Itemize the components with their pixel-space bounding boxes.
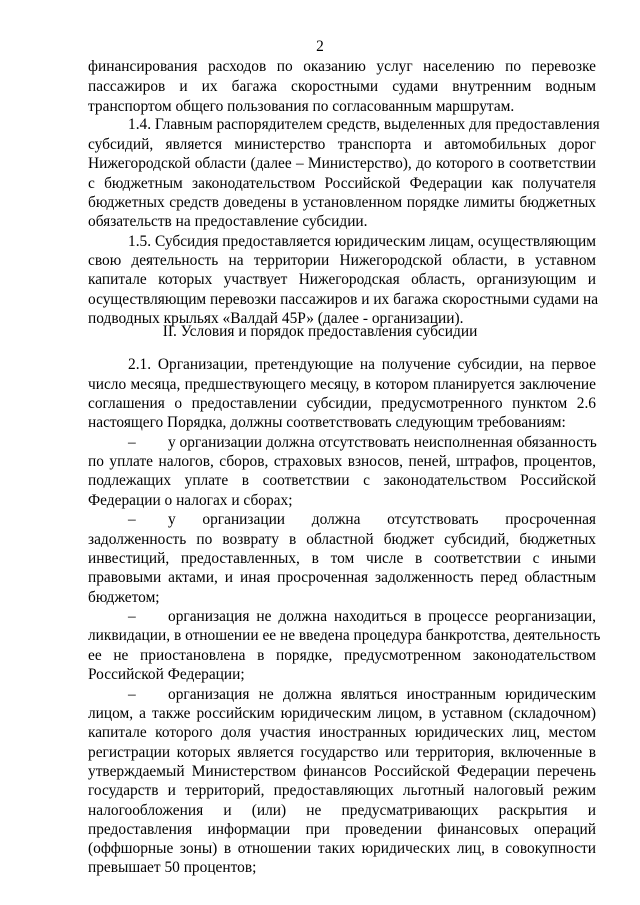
requirement-text: у организации должна отсутствовать неисполненная обязанность [168, 434, 597, 451]
text-line: с бюджетным законодательством Российской Федерации как получателя [88, 175, 596, 192]
requirement-text: организация не должна находиться в процессе реорганизации, [168, 608, 596, 625]
requirement-text: организация не должна являться иностранным юридическим [168, 686, 596, 703]
text-line: бюджетных средств доведены в установленном порядке лимиты бюджетных [88, 194, 596, 211]
text-line: осуществляющим перевозки пассажиров и их багажа скоростными судами на [88, 291, 599, 308]
text-line: ее не приостановлена в порядке, предусмотренном законодательством [88, 647, 596, 664]
text-line: утверждаемый Министерством финансов Российской Федерации перечень [88, 763, 596, 780]
text-line: 1.5. Субсидия предоставляется юридическим лицам, осуществляющим [128, 233, 596, 250]
text-line: Федерации о налогах и сборах; [88, 492, 293, 509]
text-line: обязательств на предоставление субсидии. [88, 213, 368, 230]
list-dash: – [128, 686, 136, 703]
text-line: регистрации которых является государство или территория, включенные в [88, 744, 596, 761]
text-line: подводных крыльях «Валдай 45Р» (далее - организации). [88, 310, 464, 327]
text-line: превышает 50 процентов; [88, 859, 257, 876]
text-line: налогообложения и (или) не предусматривающих раскрытия и [88, 802, 596, 819]
text-line [128, 434, 596, 452]
text-line: капитале которого доля участия иностранных юридических лиц, местом [88, 724, 596, 741]
list-dash: – [128, 511, 136, 528]
list-dash: – [128, 608, 136, 625]
text-line: настоящего Порядка, должны соответствовать следующим требованиям: [88, 414, 566, 431]
text-line: капитале которых участвует Нижегородская область, организующим и [88, 271, 596, 288]
text-line: 1.4. Главным распорядителем средств, выделенных для предоставления [128, 116, 600, 133]
page-number: 2 [316, 38, 324, 55]
text-line: лицом, а также российским юридическим лицом, в уставном (складочном) [88, 705, 596, 722]
text-line: транспортом общего пользования по согласованным маршрутам. [88, 98, 515, 115]
text-line: инвестиций, предоставленных, в том числе в соответствии с иными [88, 550, 596, 567]
text-line: государств и территорий, предоставляющих льготный налоговый режим [88, 782, 596, 799]
text-line: свою деятельность на территории Нижегородской области, в уставном [88, 252, 596, 269]
text-line: правовыми актами, и иная просроченная задолженность перед областным [88, 569, 596, 586]
text-line [128, 511, 596, 529]
list-dash: – [128, 434, 136, 451]
text-line: соглашения о предоставлении субсидии, предусмотренного пунктом 2.6 [88, 395, 596, 412]
text-line: Нижегородской области (далее – Министерство), до которого в соответствии [88, 155, 596, 172]
text-line: субсидий, является министерство транспорта и автомобильных дорог [88, 136, 596, 153]
text-line [128, 608, 596, 626]
text-line: задолженность по возврату в областной бюджет субсидий, бюджетных [88, 531, 596, 548]
text-line: ликвидации, в отношении ее не введена процедура банкротства, деятельность [88, 627, 601, 644]
text-line: пассажиров и их багажа скоростными судами внутренним водным [88, 78, 596, 95]
text-line: Российской Федерации; [88, 666, 245, 683]
section-heading: II. Условия и порядок предоставления субсидии [162, 323, 478, 340]
text-line: бюджетом; [88, 589, 160, 606]
text-line: число месяца, предшествующего месяцу, в котором планируется заключение [88, 376, 596, 393]
text-line: финансирования расходов по оказанию услуг населению по перевозке [88, 58, 596, 75]
text-line: предоставления информации при проведении финансовых операций [88, 821, 596, 838]
text-line: (оффшорные зоны) в отношении таких юридических лиц, в совокупности [88, 840, 596, 857]
text-line: 2.1. Организации, претендующие на получение субсидии, на первое [128, 356, 596, 373]
text-line: по уплате налогов, сборов, страховых взносов, пеней, штрафов, процентов, [88, 453, 596, 470]
text-line: подлежащих уплате в соответствии с законодательством Российской [88, 472, 596, 489]
text-line [128, 686, 596, 704]
requirement-text: у организации должна отсутствовать просроченная [168, 511, 596, 528]
